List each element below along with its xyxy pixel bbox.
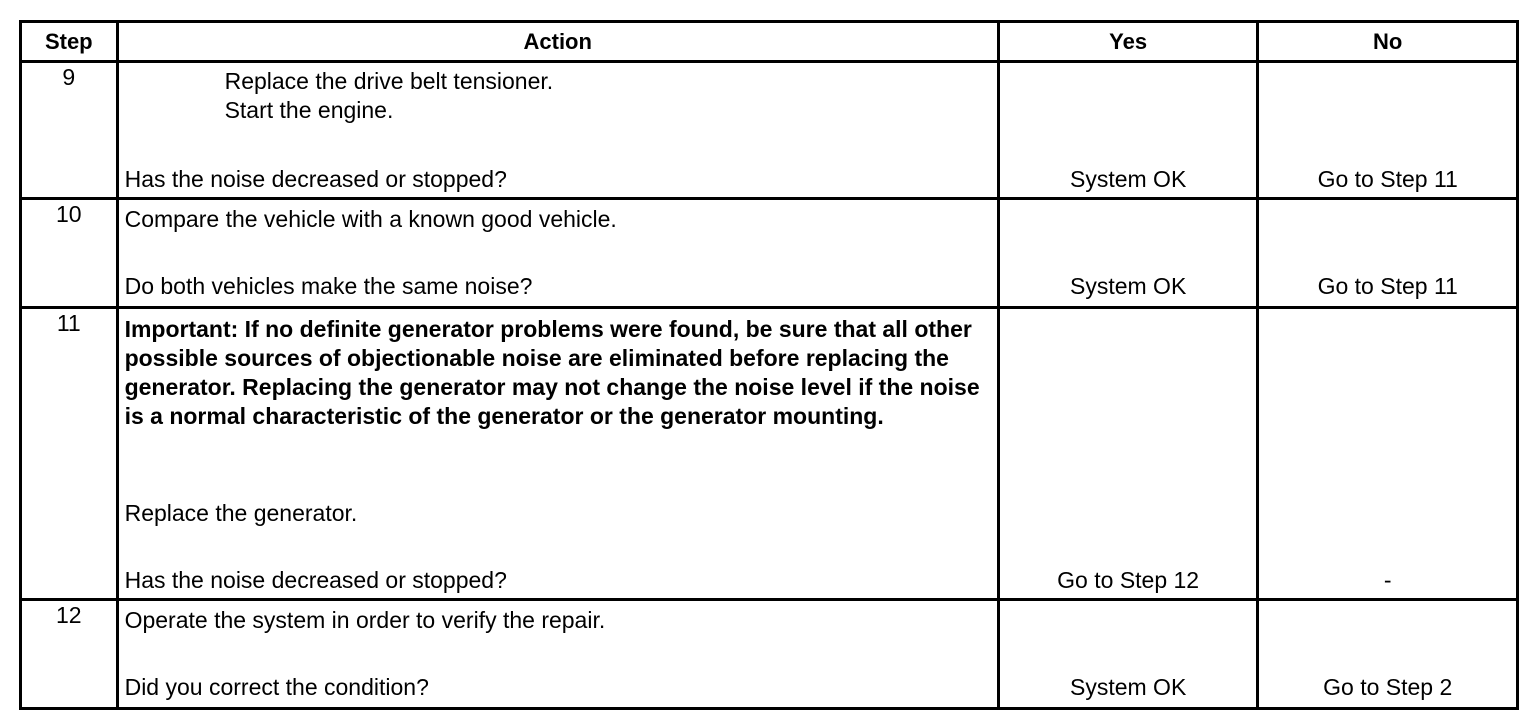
question-text: Has the noise decreased or stopped? bbox=[124, 567, 507, 593]
yes-cell bbox=[998, 199, 1258, 308]
header-step: Step bbox=[21, 22, 118, 62]
header-yes: Yes bbox=[998, 22, 1258, 62]
no-result: Go to Step 2 bbox=[1323, 674, 1453, 700]
yes-result: System OK bbox=[1069, 674, 1187, 700]
yes-result: System OK bbox=[1069, 273, 1187, 299]
header-row bbox=[21, 22, 1518, 62]
action-cell bbox=[117, 62, 998, 199]
diagnostic-table bbox=[19, 20, 1519, 710]
yes-cell bbox=[998, 600, 1258, 709]
yes-cell bbox=[998, 62, 1258, 199]
no-result: Go to Step 11 bbox=[1317, 166, 1458, 192]
question-text: Did you correct the condition? bbox=[124, 674, 429, 700]
no-cell bbox=[1258, 62, 1518, 199]
action-text: Compare the vehicle with a known good vehicle. bbox=[124, 206, 617, 232]
action-cell bbox=[117, 199, 998, 308]
header-no: No bbox=[1258, 22, 1518, 62]
no-cell bbox=[1258, 199, 1518, 308]
yes-cell bbox=[998, 308, 1258, 600]
table-row bbox=[21, 600, 1518, 709]
action-text: Replace the generator. bbox=[124, 500, 358, 526]
no-result: Go to Step 11 bbox=[1317, 273, 1458, 299]
table-row bbox=[21, 62, 1518, 199]
important-note: Important: If no definite generator problems were found, be sure that all other possible sources of objectionable noise are eliminated before replacing the generator. Replacing the generator may not change the noise level if the noise is a normal characteristic of the generator or the generator mounting. bbox=[124, 316, 980, 429]
question-text: Do both vehicles make the same noise? bbox=[124, 273, 533, 299]
step-number: 10 bbox=[21, 199, 118, 308]
yes-result: Go to Step 12 bbox=[1057, 567, 1200, 593]
step-number: 12 bbox=[21, 600, 118, 709]
action-cell bbox=[117, 308, 998, 600]
step-number: 9 bbox=[21, 62, 118, 199]
action-cell bbox=[117, 600, 998, 709]
action-text: Replace the drive belt tensioner. bbox=[224, 68, 554, 94]
yes-result: System OK bbox=[1069, 166, 1187, 192]
header-action: Action bbox=[117, 22, 998, 62]
table-row bbox=[21, 308, 1518, 600]
no-result: - bbox=[1383, 567, 1392, 593]
question-text: Has the noise decreased or stopped? bbox=[124, 166, 507, 192]
no-cell bbox=[1258, 308, 1518, 600]
no-cell bbox=[1258, 600, 1518, 709]
table-row bbox=[21, 199, 1518, 308]
action-text: Start the engine. bbox=[224, 97, 394, 123]
action-text: Operate the system in order to verify the repair. bbox=[124, 607, 606, 633]
step-number: 11 bbox=[21, 308, 118, 600]
